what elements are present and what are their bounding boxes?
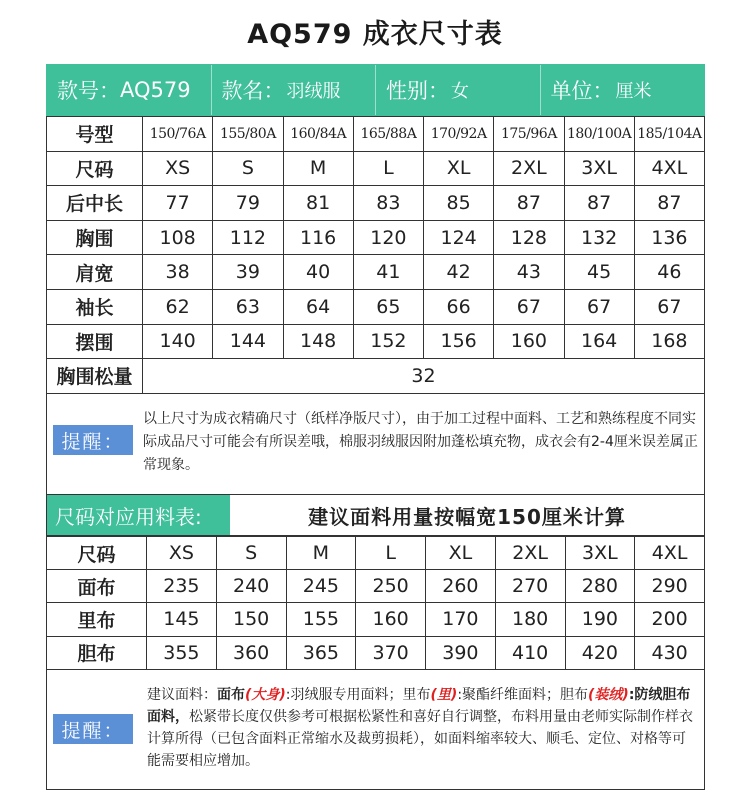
table-cell: 355	[147, 636, 217, 669]
table-cell: 155	[286, 603, 356, 636]
size-table	[46, 116, 705, 394]
table-cell: 108	[143, 220, 213, 255]
row-header: 袖长	[47, 289, 143, 324]
table-cell: L	[353, 151, 423, 186]
table-row	[47, 186, 705, 221]
table-cell: 3XL	[564, 151, 634, 186]
shell-term: 面布	[217, 687, 245, 703]
table-cell: 170	[426, 603, 496, 636]
row-header: 摆围	[47, 324, 143, 359]
table-cell: 160	[494, 324, 564, 359]
fabric-table	[46, 536, 705, 670]
name-value: 羽绒服	[286, 81, 341, 102]
lining-part: (里)	[430, 687, 458, 703]
table-cell: 168	[634, 324, 704, 359]
inner-desc: :防绒胆布面料，	[147, 687, 691, 725]
table-cell: 245	[286, 570, 356, 603]
table-row	[47, 359, 705, 394]
table-cell: 87	[564, 186, 634, 221]
lining-desc: :聚酯纤维面料；胆布	[457, 687, 589, 703]
table-cell: 152	[353, 324, 423, 359]
table-row	[47, 255, 705, 290]
table-cell: 65	[353, 289, 423, 324]
table-cell: 365	[286, 636, 356, 669]
table-cell: 4XL	[634, 151, 704, 186]
advice-label: 建议面料：	[147, 687, 217, 703]
table-cell: 240	[216, 570, 286, 603]
shell-part: (大身)	[245, 687, 286, 703]
gender	[376, 65, 541, 115]
table-cell: 170/92A	[424, 117, 494, 152]
table-cell: 77	[143, 186, 213, 221]
table-cell: 120	[353, 220, 423, 255]
table-row	[47, 603, 705, 636]
table-cell: 41	[353, 255, 423, 290]
table-row	[47, 324, 705, 359]
table-cell: 150/76A	[143, 117, 213, 152]
table-cell: 124	[424, 220, 494, 255]
table-row	[47, 151, 705, 186]
row-header: 尺码	[47, 537, 147, 570]
table-row	[47, 220, 705, 255]
table-cell: 360	[216, 636, 286, 669]
table-cell: 132	[564, 220, 634, 255]
table-cell: 190	[565, 603, 635, 636]
reminder-text: 以上尺寸为成衣精确尺寸（纸样净版尺寸），由于加工过程中面料、工艺和熟练程度不同实际成品尺寸可能会有所误差哦，棉服羽绒服因附加蓬松填充物，成衣会有2-4厘米误差属正常现象。	[143, 411, 698, 473]
gender-value: 女	[451, 81, 469, 102]
table-cell: 150	[216, 603, 286, 636]
table-row	[47, 537, 705, 570]
table-cell: 370	[356, 636, 426, 669]
name-label: 款名：	[221, 79, 285, 103]
row-header: 里布	[47, 603, 147, 636]
table-cell: XL	[426, 537, 496, 570]
table-cell: XS	[147, 537, 217, 570]
unit-value: 厘米	[615, 81, 652, 102]
table-cell: 420	[565, 636, 635, 669]
table-cell: 62	[143, 289, 213, 324]
style-number	[47, 65, 212, 115]
row-header: 尺码	[47, 151, 143, 186]
table-cell: 39	[213, 255, 283, 290]
table-cell: 83	[353, 186, 423, 221]
row-header: 胸围	[47, 220, 143, 255]
table-cell: 46	[634, 255, 704, 290]
table-cell: 67	[634, 289, 704, 324]
table-cell: 270	[495, 570, 565, 603]
table-cell: 128	[494, 220, 564, 255]
table-cell: 43	[494, 255, 564, 290]
table-cell: 148	[283, 324, 353, 359]
table-cell: 79	[213, 186, 283, 221]
table-cell: 180	[495, 603, 565, 636]
fabric-tag: 尺码对应用料表:	[47, 495, 230, 535]
style-name	[212, 65, 377, 115]
table-cell: 112	[213, 220, 283, 255]
table-cell: 2XL	[494, 151, 564, 186]
table-cell: 64	[283, 289, 353, 324]
table-cell: 38	[143, 255, 213, 290]
table-cell: 144	[213, 324, 283, 359]
table-cell: 155/80A	[213, 117, 283, 152]
table-cell: 156	[424, 324, 494, 359]
table-cell: 42	[424, 255, 494, 290]
table-cell: 200	[635, 603, 705, 636]
table-cell: 180/100A	[564, 117, 634, 152]
table-cell: 116	[283, 220, 353, 255]
table-cell: 250	[356, 570, 426, 603]
row-header: 面布	[47, 570, 147, 603]
table-cell: 410	[495, 636, 565, 669]
usage-desc: 松紧带长度仅供参考可根据松紧性和喜好自行调整，布料用量由老师实际制作样衣计算所得（已包含面料正常缩水及裁剪损耗），如面料缩率较大、顺毛、定位、对格等可能需要相应增加。	[147, 709, 693, 769]
table-cell: 67	[564, 289, 634, 324]
table-cell: 235	[147, 570, 217, 603]
table-cell: 165/88A	[353, 117, 423, 152]
table-cell: 81	[283, 186, 353, 221]
table-cell: 136	[634, 220, 704, 255]
table-cell: XL	[424, 151, 494, 186]
fabric-info: 建议面料用量按幅宽150厘米计算	[308, 504, 626, 529]
table-cell: 87	[634, 186, 704, 221]
row-header: 胸围松量	[47, 359, 143, 394]
gender-label: 性别：	[386, 79, 449, 103]
table-cell: 160	[356, 603, 426, 636]
table-row	[47, 570, 705, 603]
table-cell: 85	[424, 186, 494, 221]
table-cell: 280	[565, 570, 635, 603]
fabric-section-header	[46, 495, 705, 536]
reminder-badge: 提醒：	[53, 425, 133, 455]
row-header: 肩宽	[47, 255, 143, 290]
shell-desc: :羽绒服专用面料；里布	[285, 687, 431, 703]
table-cell: 2XL	[495, 537, 565, 570]
table-cell: 145	[147, 603, 217, 636]
table-cell: 3XL	[565, 537, 635, 570]
table-cell: 140	[143, 324, 213, 359]
table-cell: 430	[635, 636, 705, 669]
row-header: 后中长	[47, 186, 143, 221]
table-row	[47, 636, 705, 669]
inner-part: (装绒)	[588, 687, 629, 703]
table-cell: S	[213, 151, 283, 186]
fabric-reminder-text	[147, 684, 699, 772]
page-title: AQ579 成衣尺寸表	[247, 18, 503, 50]
unit	[541, 65, 705, 115]
table-cell: 87	[494, 186, 564, 221]
row-header: 号型	[47, 117, 143, 152]
table-row	[47, 289, 705, 324]
table-cell: 67	[494, 289, 564, 324]
table-cell: 164	[564, 324, 634, 359]
reminder-note	[46, 392, 705, 495]
table-cell: 40	[283, 255, 353, 290]
spec-header	[46, 64, 705, 116]
table-cell: 175/96A	[494, 117, 564, 152]
table-cell: 390	[426, 636, 496, 669]
table-cell: L	[356, 537, 426, 570]
table-cell: 260	[426, 570, 496, 603]
table-cell: 45	[564, 255, 634, 290]
unit-label: 单位：	[550, 79, 614, 103]
row-header: 胆布	[47, 636, 147, 669]
table-cell: 160/84A	[283, 117, 353, 152]
style-label: 款号：	[57, 79, 120, 103]
table-cell: S	[216, 537, 286, 570]
table-cell: 185/104A	[634, 117, 704, 152]
table-row	[47, 117, 705, 152]
style-value: AQ579	[120, 78, 191, 102]
table-cell: XS	[143, 151, 213, 186]
table-cell: M	[283, 151, 353, 186]
table-cell: 66	[424, 289, 494, 324]
table-cell: 32	[143, 359, 705, 394]
fabric-reminder-badge: 提醒：	[53, 714, 133, 744]
fabric-reminder-note	[46, 669, 705, 790]
table-cell: M	[286, 537, 356, 570]
table-cell: 63	[213, 289, 283, 324]
table-cell: 4XL	[635, 537, 705, 570]
table-cell: 290	[635, 570, 705, 603]
